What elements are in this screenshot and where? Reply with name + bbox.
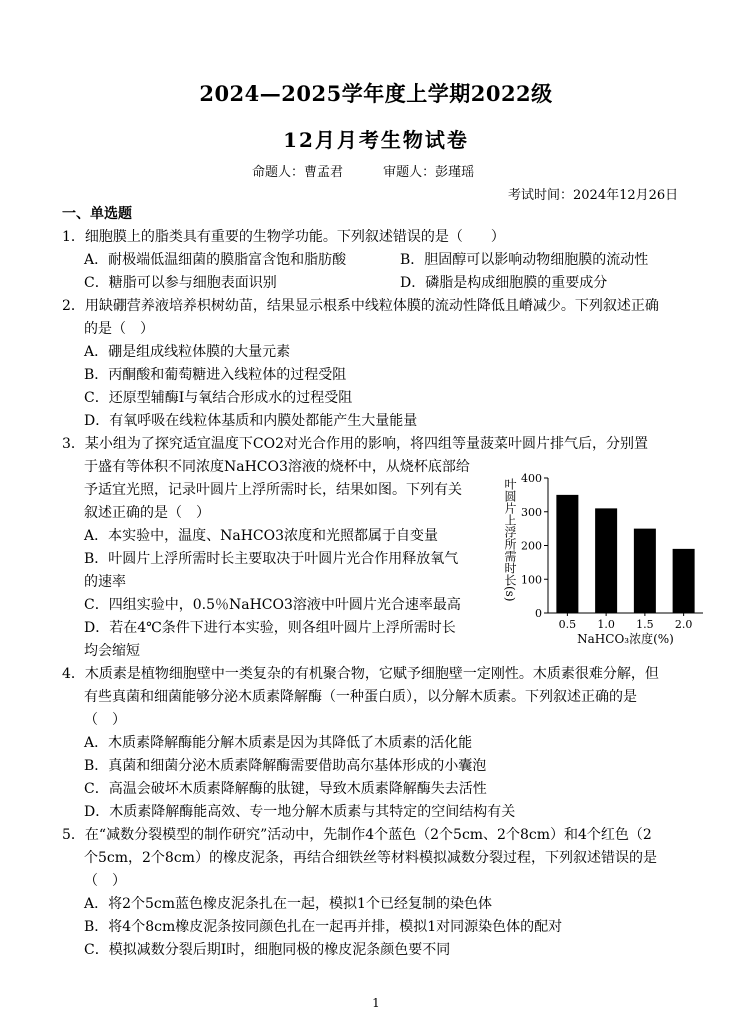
q4-option-a: A．木质素降解酶能分解木质素是因为其降低了木质素的活化能 <box>84 735 473 751</box>
q4-option-d: D．木质素降解酶能高效、专一地分解木质素与其特定的空间结构有关 <box>84 804 516 820</box>
q3-stem-line2: 于盛有等体积不同浓度NaHCO3溶液的烧杯中，从烧杯底部给 <box>84 459 470 475</box>
exam-title: 2024—2025学年度上学期2022级 <box>199 81 553 106</box>
x-tick-label: 1.5 <box>636 618 654 631</box>
y-tick-label: 200 <box>521 539 542 553</box>
y-tick-label: 400 <box>521 472 542 485</box>
q1-option-b: B．胆固醇可以影响动物细胞膜的流动性 <box>400 252 649 268</box>
y-axis-label: 叶圆片上浮所需时长(s) <box>503 478 517 602</box>
q5-stem-line1: 5．在“减数分裂模型的制作研究”活动中，先制作4个蓝色（2个5cm、2个8cm）和4个红色（2 <box>62 827 652 843</box>
exam-time: 考试时间：2024年12月26日 <box>508 188 679 203</box>
q3-option-b-line2: 的速率 <box>84 574 126 590</box>
y-tick-label: 100 <box>521 573 542 587</box>
q1-option-a: A．耐极端低温细菌的膜脂富含饱和脂肪酸 <box>84 252 347 268</box>
author-label: 命题人：曹孟君 <box>252 165 344 180</box>
q5-option-c: C．模拟减数分裂后期Ⅰ时，细胞同极的橡皮泥条颜色要不同 <box>84 942 451 958</box>
q4-option-c: C．高温会破坏木质素降解酶的肽键，导致木质素降解酶失去活性 <box>84 781 487 797</box>
q3-stem-line3: 予适宜光照，记录叶圆片上浮所需时长，结果如图。下列有关 <box>84 482 462 498</box>
q3-option-d-line2: 均会缩短 <box>84 643 140 659</box>
q2-option-d: D．有氧呼吸在线粒体基质和内膜处都能产生大量能量 <box>84 413 418 429</box>
x-axis-label: NaHCO₃浓度(%) <box>577 632 674 646</box>
q3-option-a: A．本实验中，温度、NaHCO3浓度和光照都属于自变量 <box>84 528 439 544</box>
bar <box>673 549 695 613</box>
q5-option-a: A．将2个5cm蓝色橡皮泥条扎在一起，模拟1个已经复制的染色体 <box>84 896 492 912</box>
q3-stem-line4: 叙述正确的是（ ） <box>84 505 210 521</box>
q2-option-c: C．还原型辅酶Ⅰ与氧结合形成水的过程受阻 <box>84 390 353 406</box>
q1-stem: 1．细胞膜上的脂类具有重要的生物学功能。下列叙述错误的是（ ） <box>62 229 505 245</box>
section-title: 一、单选题 <box>62 206 132 222</box>
nahco3-bar-chart <box>498 470 708 650</box>
reviewer-label: 审题人：彭瑾瑶 <box>383 165 475 180</box>
q5-stem-line2: 个5cm，2个8cm）的橡皮泥条，再结合细铁丝等材料模拟减数分裂过程，下列叙述错误的是 <box>84 850 657 866</box>
x-tick-label: 2.0 <box>674 618 693 631</box>
q2-stem-line2: 的是（ ） <box>84 321 154 337</box>
q4-stem-line1: 4．木质素是植物细胞壁中一类复杂的有机聚合物，它赋予细胞壁一定刚性。木质素很难分解，但 <box>62 666 659 682</box>
q3-option-b-line1: B．叶圆片上浮所需时长主要取决于叶圆片光合作用释放氧气 <box>84 551 459 567</box>
q4-stem-line3: （ ） <box>84 712 126 728</box>
bar <box>595 508 617 613</box>
y-tick-label: 300 <box>521 505 542 519</box>
bar <box>634 529 656 613</box>
q3-stem-line1: 3．某小组为了探究适宜温度下CO2对光合作用的影响，将四组等量菠菜叶圆片排气后，分别置 <box>62 436 649 452</box>
q5-option-b: B．将4个8cm橡皮泥条按同颜色扎在一起再并排，模拟1对同源染色体的配对 <box>84 919 563 935</box>
x-tick-label: 1.0 <box>597 618 615 631</box>
q2-option-a: A．硼是组成线粒体膜的大量元素 <box>84 344 291 360</box>
bar <box>556 495 578 613</box>
y-tick-label: 0 <box>535 607 542 620</box>
q3-option-d-line1: D．若在4℃条件下进行本实验，则各组叶圆片上浮所需时长 <box>84 620 456 636</box>
x-tick-label: 0.5 <box>558 618 577 631</box>
exam-subtitle: 12月月考生物试卷 <box>283 128 469 152</box>
q3-option-c: C．四组实验中，0.5％NaHCO3溶液中叶圆片光合速率最高 <box>84 597 461 613</box>
q1-option-c: C．糖脂可以参与细胞表面识别 <box>84 275 277 291</box>
q5-stem-line3: （ ） <box>84 873 126 889</box>
page-number: 1 <box>372 996 380 1010</box>
q1-option-d: D．磷脂是构成细胞膜的重要成分 <box>400 275 608 291</box>
author-info <box>252 161 510 180</box>
q4-stem-line2: 有些真菌和细菌能够分泌木质素降解酶（一种蛋白质），以分解木质素。下列叙述正确的是 <box>84 689 637 705</box>
q2-stem-line1: 2．用缺硼营养液培养枳树幼苗，结果显示根系中线粒体膜的流动性降低且嵴减少。下列叙述正确 <box>62 298 659 314</box>
q2-option-b: B．丙酮酸和葡萄糖进入线粒体的过程受阻 <box>84 367 347 383</box>
q4-option-b: B．真菌和细菌分泌木质素降解酶需要借助高尔基体形成的小囊泡 <box>84 758 487 774</box>
